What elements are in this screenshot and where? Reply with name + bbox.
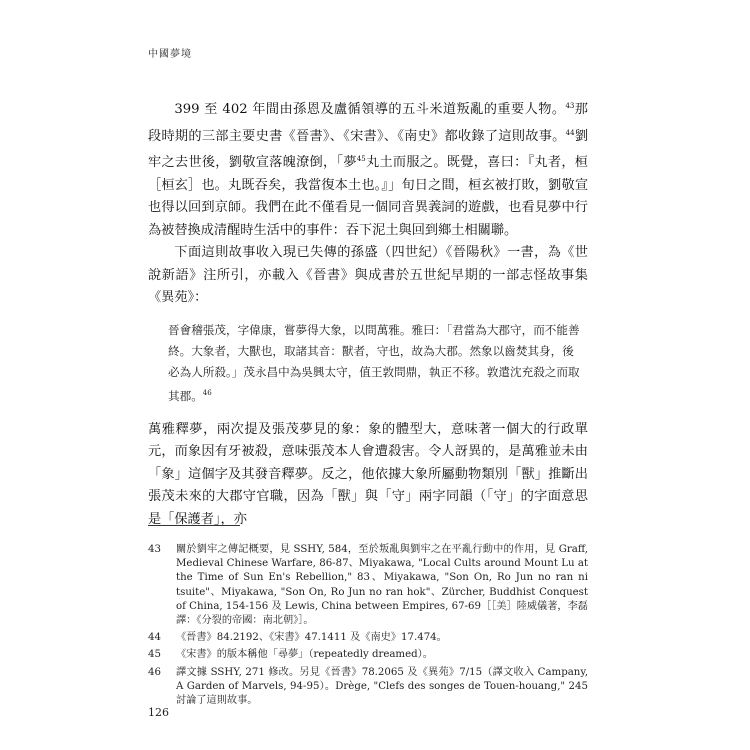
text-run: 劉牢之去世後，劉敬宣落魄潦倒，「夢 [148,128,589,170]
footnote-number: 46 [148,666,161,678]
block-quote [168,320,580,407]
footnote-number: 44 [148,632,161,644]
text-run: 丸土而服之。既覺，喜曰：『丸者，桓［桓玄］也。丸既吞矣，我當復本土也。』」旬日之間，桓玄被打敗，劉敬宣也得以回到京師。我們在此不僅看見一個同音異義詞的遊戲，也看見夢中行為被替換成清醒時生活中的事件：吞下泥土與回到鄉土相關聯。 [148,155,588,238]
footnote-ref[interactable]: 46 [202,388,212,397]
footnote-item [148,648,588,662]
page-number: 126 [148,706,169,719]
footnote-text: 譯文據 SSHY, 271 修改。另見《晉書》78.2065 及《異苑》7/15（譯文收入 Campany, A Garden of Marvels, 94-95）。Drège, "Clefs des songes de Touen-houang," 245 討論了這則故事。 [176,666,588,707]
footnote-text: 關於劉牢之傳記概要，見 SSHY, 584，至於叛亂與劉牢之在平亂行動中的作用，見 Graff, Medieval Chinese Warfare, 86-87、Miyakawa, "Local Cults around Mount Lu at the Time of Sun En's Rebellion," 83、Miyakawa, "Son On, Ro Jun no ran ni tsuite"、Miyakawa, "Son On, Ro Jun no ran hok"、Zürcher, Buddhist Conquest of China, 154-156 及 Lewis, China between Empires, 67-69［［美］陸威儀著，李磊譯：《分裂的帝國：南北朝》］。 [176,544,588,627]
footnote-text: 《晉書》84.2192、《宋書》47.1411 及《南史》17.474。 [176,632,447,644]
footnote-item [148,543,588,628]
paragraph-1 [148,95,588,242]
paragraph-3: 萬雅釋夢，兩次提及張茂夢見的象：象的體型大，意味著一個大的行政單元，而象因有牙被殺，意味張茂本人會遭殺害。令人訝異的，是萬雅並未由「象」這個字及其發音釋夢。反之，他依據大象所屬動物類別「獸」推斷出張茂未來的大郡守官職，因為「獸」與「守」兩字同韻（「守」的字面意思是「保護者」，亦 [148,421,588,527]
footnote-item [148,631,588,645]
footnote-ref[interactable]: 43 [565,102,575,110]
footnote-text: 《宋書》的版本稱他「尋夢」（repeatedly dreamed）。 [176,649,433,661]
footnote-ref[interactable]: 45 [356,155,366,163]
footnote-number: 43 [148,544,161,555]
text-run: 下面這則故事收入現已失傳的孫盛（四世紀）《晉陽秋》一書，為《世說新語》注所引，亦載入《晉書》與成書於五世紀早期的一部志怪故事集《異苑》： [148,245,588,305]
text-run: 晉會稽張茂，字偉康，嘗夢得大象，以問萬雅。雅曰：「君當為大郡守，而不能善終。大象者，大獸也，取諸其音：獸者，守也，故為大郡。然象以齒焚其身，後必為人所殺。」茂永昌中為吳興太守，值王敦問鼎，執正不移。敦遣沈充殺之而取其郡。 [168,322,580,403]
text-run: 399 至 402 年間由孫恩及盧循領導的五斗米道叛亂的重要人物。 [174,102,566,117]
footnote-ref[interactable]: 44 [565,128,575,137]
paragraph-2 [148,242,588,310]
running-head: 中國夢境 [148,49,192,60]
main-text [148,95,588,531]
footnote-item [148,666,588,709]
footnote-divider [148,525,240,526]
footnote-number: 45 [148,649,161,661]
footnotes [148,543,588,711]
text-run: 那段時期的三部主要史書《晉書》、《宋書》、《南史》都收錄了這則故事。 [148,102,588,144]
